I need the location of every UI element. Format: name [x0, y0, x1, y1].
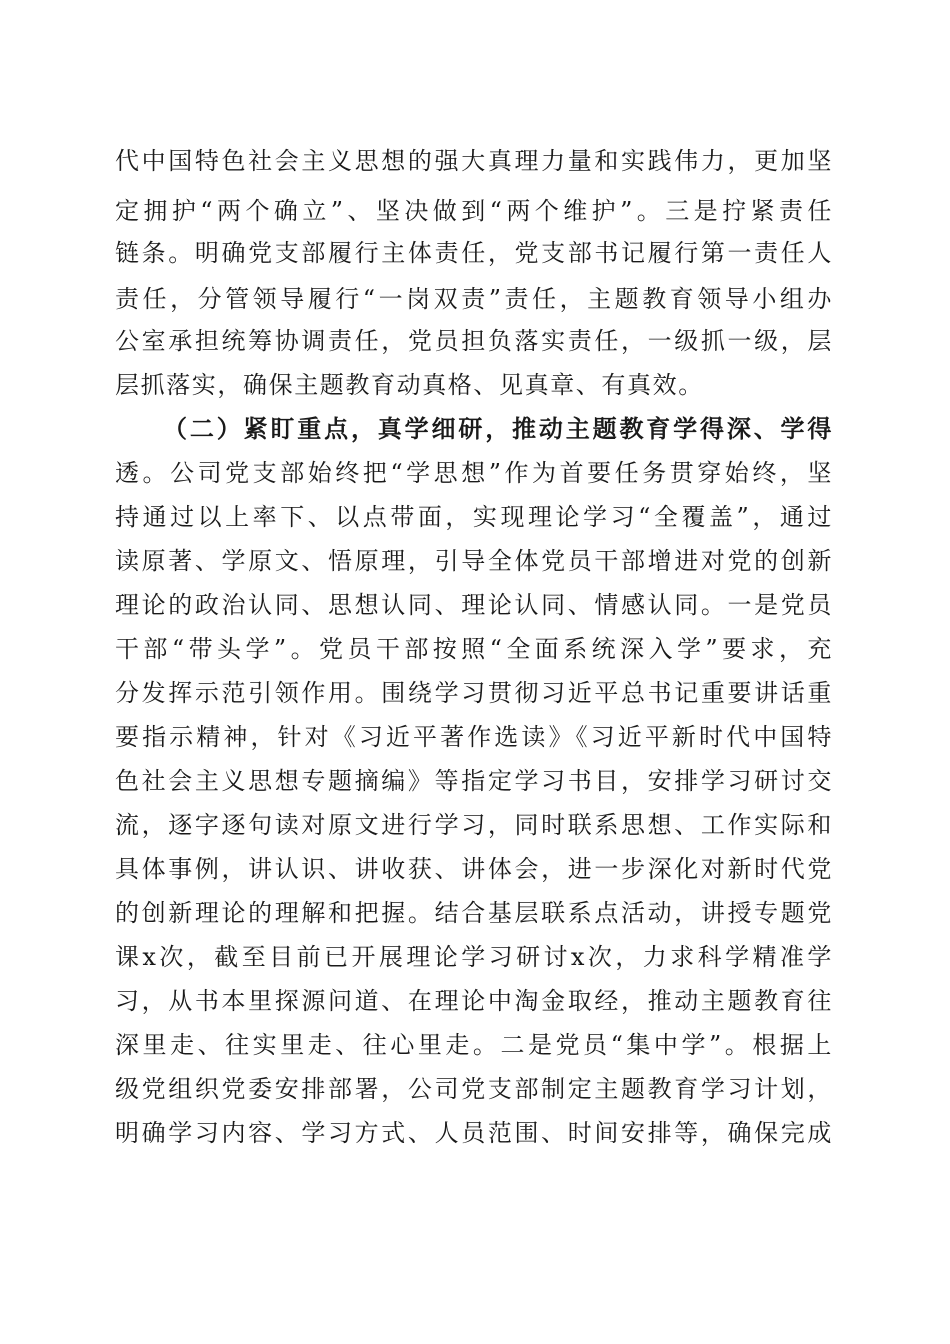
text-line: 层抓落实，确保主题教育动真格、见真章、有真效。: [115, 371, 704, 399]
text-line: 要指示精神，针对《习近平著作选读》《习近平新时代中国特: [115, 723, 833, 751]
text-line: 明确学习内容、学习方式、人员范围、时间安排等，确保完成: [115, 1119, 833, 1147]
text-line: 代中国特色社会主义思想的强大真理力量和实践伟力，更加坚: [115, 147, 833, 175]
text-line: 习，从书本里探源问道、在理论中淘金取经，推动主题教育往: [115, 987, 833, 1015]
text-line: 链条。明确党支部履行主体责任，党支部书记履行第一责任人: [115, 239, 833, 267]
text-line: 深里走、往实里走、往心里走。二是党员“集中学”。根据上: [115, 1031, 833, 1059]
text-line: 流，逐字逐句读对原文进行学习，同时联系思想、工作实际和: [115, 811, 833, 839]
text-line: 具体事例，讲认识、讲收获、讲体会，进一步深化对新时代党: [115, 855, 833, 883]
text-line: 公室承担统筹协调责任，党员担负落实责任，一级抓一级，层: [115, 327, 833, 355]
text-line: 级党组织党委安排部署，公司党支部制定主题教育学习计划，: [115, 1075, 833, 1103]
text-line: 责任，分管领导履行“一岗双责”责任，主题教育领导小组办: [115, 285, 833, 313]
text-line: 的创新理论的理解和把握。结合基层联系点活动，讲授专题党: [115, 899, 833, 927]
text-line: 分发挥示范引领作用。围绕学习贯彻习近平总书记重要讲话重: [115, 679, 833, 707]
section-heading-text: （二）紧盯重点，真学细研，推动主题教育学得深、学得: [163, 414, 833, 443]
text-line: 定拥护“两个确立”、坚决做到“两个维护”。三是拧紧责任: [115, 197, 833, 225]
text-line: 课x次，截至目前已开展理论学习研讨x次，力求科学精准学: [115, 943, 833, 971]
text-line: 读原著、学原文、悟原理，引导全体党员干部增进对党的创新: [115, 547, 833, 575]
text-line: 持通过以上率下、以点带面，实现理论学习“全覆盖”，通过: [115, 503, 833, 531]
text-line: 干部“带头学”。党员干部按照“全面系统深入学”要求，充: [115, 635, 833, 663]
section-heading-line: [163, 414, 833, 444]
text-line: 色社会主义思想专题摘编》等指定学习书目，安排学习研讨交: [115, 767, 833, 795]
text-line: 透。公司党支部始终把“学思想”作为首要任务贯穿始终，坚: [115, 459, 833, 487]
text-line: 理论的政治认同、思想认同、理论认同、情感认同。一是党员: [115, 591, 833, 619]
